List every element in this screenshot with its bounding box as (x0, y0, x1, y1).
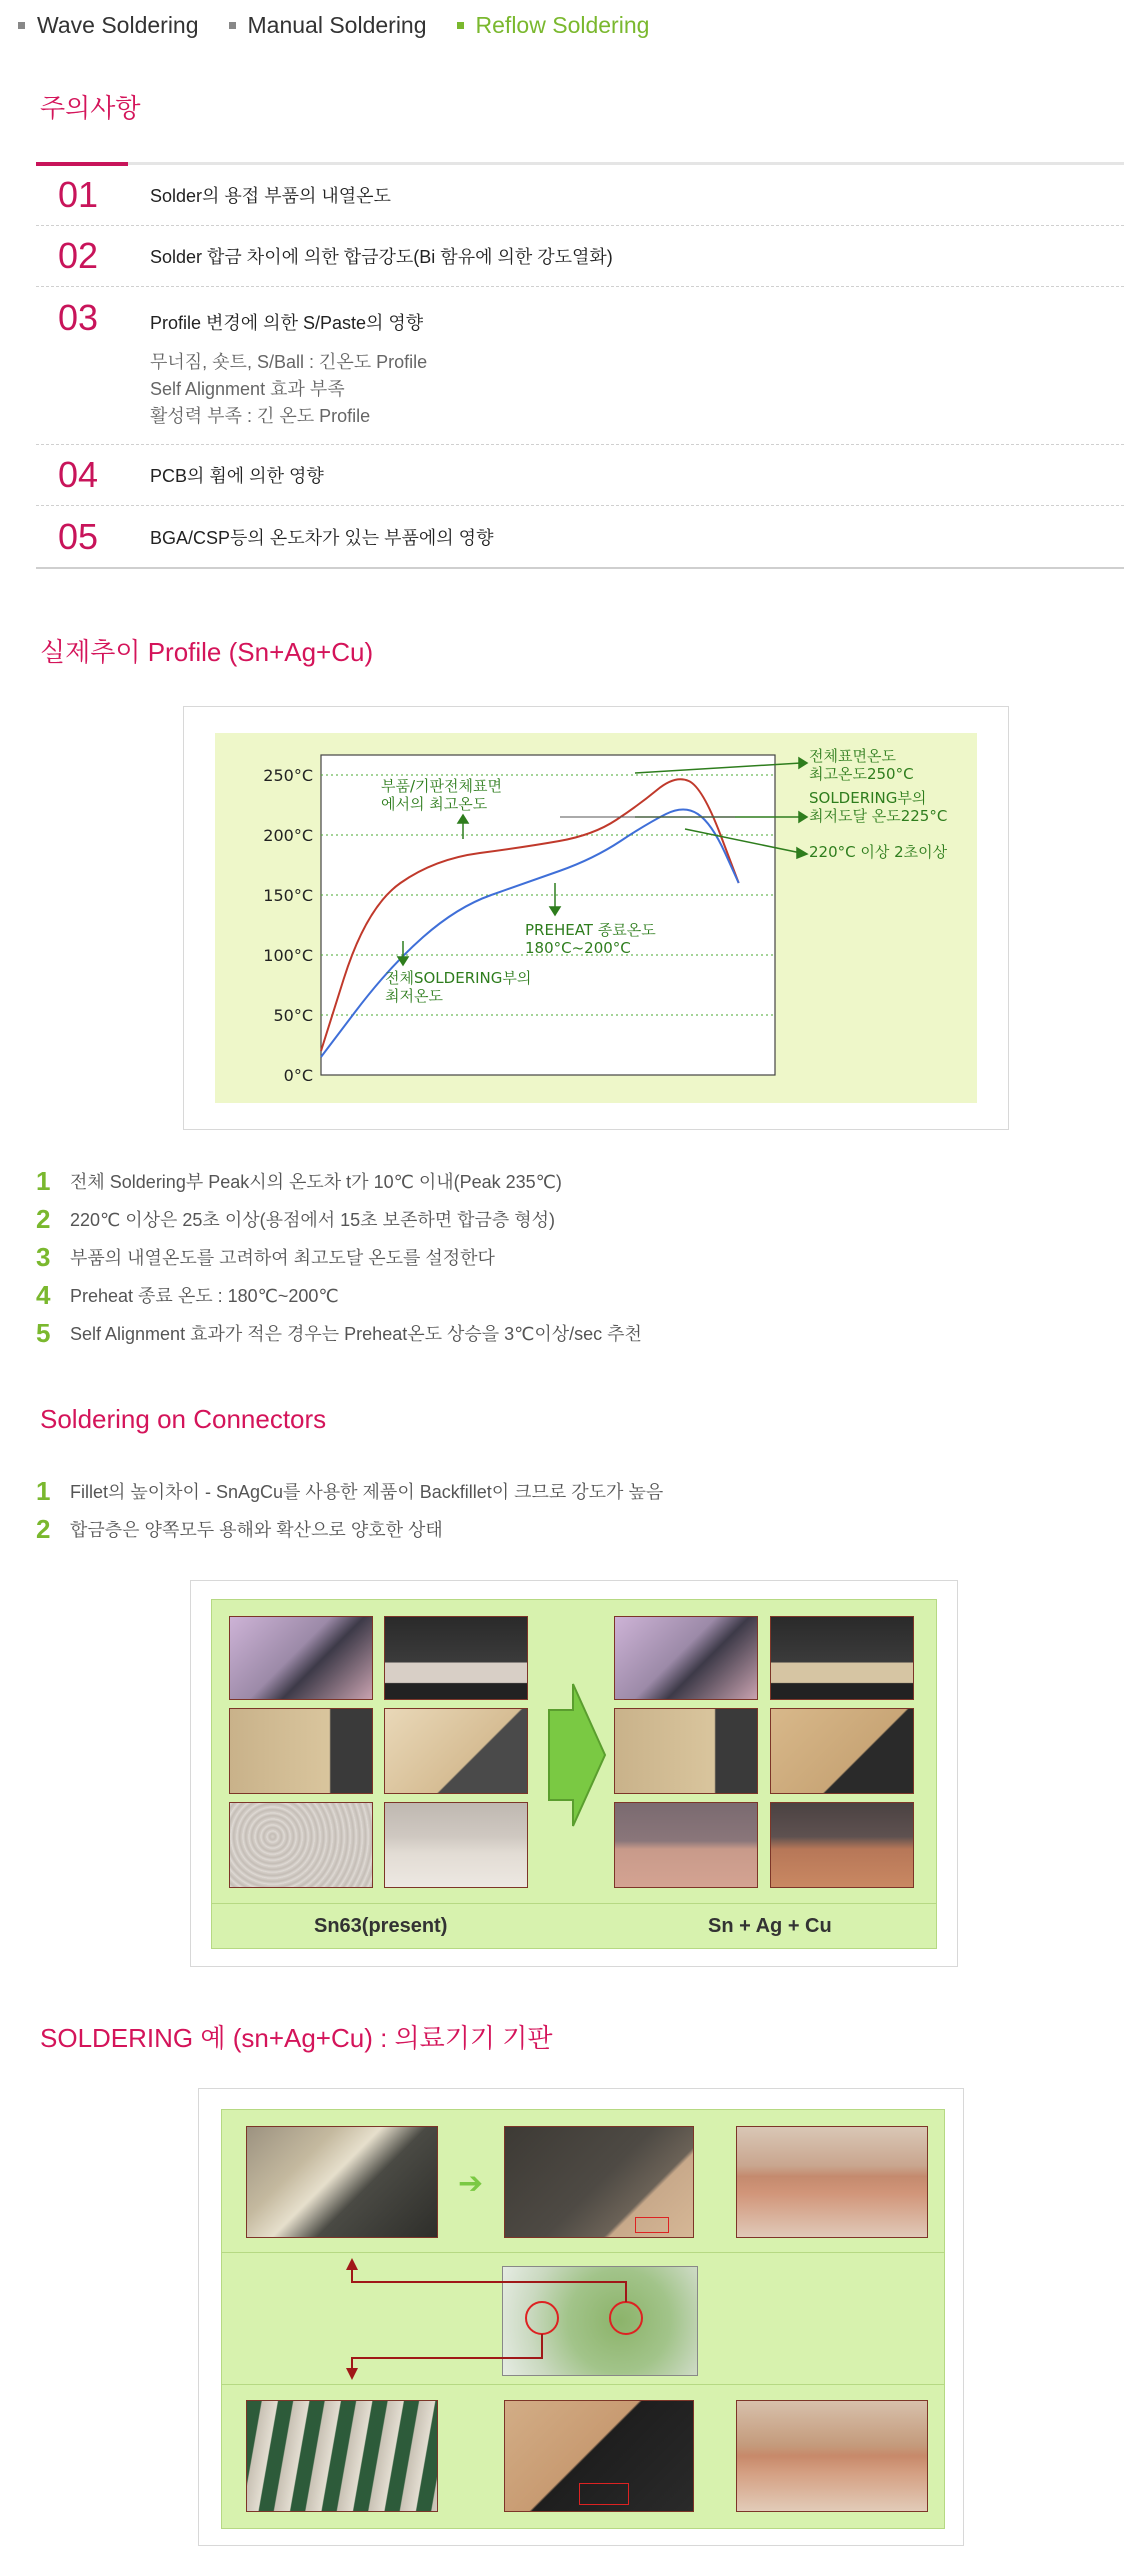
notice-title: 주의사항 (40, 93, 141, 123)
bullet-icon (457, 22, 464, 29)
right-arrow-icon: ➔ (458, 2167, 484, 2200)
profile-chart-svg (215, 733, 977, 1103)
annotation-text: 에서의 최고온도 (381, 795, 488, 813)
caption-right: Sn + Ag + Cu (708, 1914, 832, 1937)
right-arrow-icon (545, 1680, 609, 1830)
connector-photo (614, 1616, 758, 1700)
notice-number: 03 (58, 297, 99, 338)
tab-label: Reflow Soldering (475, 11, 650, 38)
caption-bar (212, 1903, 936, 1948)
highlight-box (579, 2483, 629, 2505)
list-item (36, 1162, 642, 1200)
board-photo (504, 2400, 694, 2512)
list-item (36, 1510, 663, 1548)
accent-bar (36, 162, 128, 166)
notice-number: 02 (58, 235, 99, 276)
arrow-head-icon (799, 812, 807, 822)
point-number: 5 (36, 1317, 51, 1348)
connector-photo (229, 1708, 373, 1794)
medical-title: SOLDERING 예 (sn+Ag+Cu) : 의료기기 기판 (40, 2023, 553, 2053)
bullet-icon (229, 22, 236, 29)
point-text: 합금층은 양쪽모두 용해와 확산으로 양호한 상태 (70, 1520, 443, 1540)
annotation-text: 부품/기판전체표면 (381, 777, 502, 795)
annotation-text: PREHEAT 종료온도 (525, 921, 656, 939)
list-item (36, 1276, 642, 1314)
point-text: 220℃ 이상은 25초 이상(용점에서 15초 보존하면 합금층 형성) (70, 1210, 556, 1230)
notice-list (36, 162, 1124, 569)
notice-item (36, 165, 1124, 226)
tab-wave-soldering[interactable] (18, 12, 199, 39)
point-text: Self Alignment 효과가 적은 경우는 Preheat온도 상승을 3℃이상/sec 추천 (70, 1324, 642, 1344)
y-tick-label: 150°C (263, 886, 313, 905)
connectors-photo-frame (190, 1580, 958, 1967)
notice-text: Profile 변경에 의한 S/Paste의 영향 (150, 313, 424, 333)
notice-number: 04 (58, 454, 99, 495)
list-item (36, 1314, 642, 1352)
highlight-circle (526, 2302, 558, 2334)
connectors-title: Soldering on Connectors (40, 1404, 327, 1434)
annotation-text: 전체SOLDERING부의 (385, 969, 532, 987)
notice-item (36, 445, 1124, 506)
point-number: 1 (36, 1475, 51, 1506)
point-number: 4 (36, 1279, 51, 1310)
connector-photo (384, 1802, 528, 1888)
arrow-head-icon (346, 2368, 358, 2380)
list-item (36, 1472, 663, 1510)
tab-label: Wave Soldering (37, 11, 199, 38)
y-tick-label: 200°C (263, 826, 313, 845)
notice-sub: Self Alignment 효과 부족 (150, 379, 345, 399)
connector-photo (770, 1616, 914, 1700)
connectors-points (36, 1472, 663, 1548)
bullet-icon (18, 22, 25, 29)
profile-chart (215, 733, 977, 1103)
tab-label: Manual Soldering (247, 11, 427, 38)
list-item (36, 1200, 642, 1238)
caption-left: Sn63(present) (314, 1914, 448, 1937)
connector-photo (229, 1616, 373, 1700)
notice-text: Solder의 용접 부품의 내열온도 (150, 186, 391, 206)
point-text: 전체 Soldering부 Peak시의 온도차 t가 10℃ 이내(Peak 235℃) (70, 1172, 562, 1192)
point-number: 2 (36, 1513, 51, 1544)
notice-item (36, 506, 1124, 567)
connectors-photo-panel (211, 1599, 937, 1949)
y-tick-label: 0°C (283, 1066, 313, 1085)
notice-text: Solder 합금 차이에 의한 합금강도(Bi 함유에 의한 강도열화) (150, 247, 613, 267)
tab-reflow-soldering[interactable] (457, 12, 650, 39)
tab-manual-soldering[interactable] (229, 12, 427, 39)
point-number: 1 (36, 1165, 51, 1196)
top-tabs (0, 0, 1133, 50)
arrow-head-icon (346, 2258, 358, 2270)
list-item (36, 1238, 642, 1276)
notice-item (36, 287, 1124, 445)
annotation-text: 180°C~200°C (525, 939, 631, 957)
board-photo (736, 2400, 928, 2512)
notice-sub: 무너짐, 숏트, S/Ball : 긴온도 Profile (150, 352, 428, 372)
notice-text: PCB의 휨에 의한 영향 (150, 466, 324, 486)
notice-sub: 활성력 부족 : 긴 온도 Profile (150, 406, 371, 426)
profile-title: 실제추이 Profile (Sn+Ag+Cu) (40, 637, 374, 667)
annotation-text: 최저도달 온도225°C (809, 807, 948, 825)
notice-number: 01 (58, 174, 99, 215)
y-tick-label: 100°C (263, 946, 313, 965)
notice-number: 05 (58, 515, 99, 557)
profile-chart-frame (183, 706, 1009, 1130)
notice-item (36, 226, 1124, 287)
annotation-text: SOLDERING부의 (809, 789, 927, 807)
connector-photo (770, 1802, 914, 1888)
connector-photo (614, 1802, 758, 1888)
arrow-head-icon (799, 758, 807, 768)
callout-line (352, 2334, 542, 2372)
profile-points (36, 1162, 642, 1352)
point-text: Fillet의 높이차이 - SnAgCu를 사용한 제품이 Backfillet이 크므로 강도가 높음 (70, 1482, 664, 1502)
annotation-text: 최저온도 (385, 987, 443, 1005)
connector-photo (614, 1708, 758, 1794)
annotation-text: 최고온도250°C (809, 765, 914, 783)
connector-photo (384, 1616, 528, 1700)
connector-photo (229, 1802, 373, 1888)
annotation-text: 전체표면온도 (809, 747, 896, 765)
y-tick-label: 250°C (263, 766, 313, 785)
medical-photo-frame (198, 2088, 964, 2546)
connector-photo (384, 1708, 528, 1794)
point-number: 2 (36, 1203, 51, 1234)
point-text: 부품의 내열온도를 고려하여 최고도달 온도를 설정한다 (70, 1248, 495, 1268)
arrow-head-icon (797, 848, 807, 858)
notice-text: BGA/CSP등의 온도차가 있는 부품에의 영향 (150, 527, 494, 548)
point-text: Preheat 종료 온도 : 180℃~200℃ (70, 1286, 339, 1306)
highlight-circle (610, 2302, 642, 2334)
medical-photo-panel (221, 2109, 945, 2529)
y-tick-label: 50°C (273, 1006, 313, 1025)
connector-photo (770, 1708, 914, 1794)
board-photo (246, 2400, 438, 2512)
annotation-text: 220°C 이상 2초이상 (809, 843, 948, 861)
callout-line (352, 2266, 626, 2302)
point-number: 3 (36, 1241, 51, 1272)
